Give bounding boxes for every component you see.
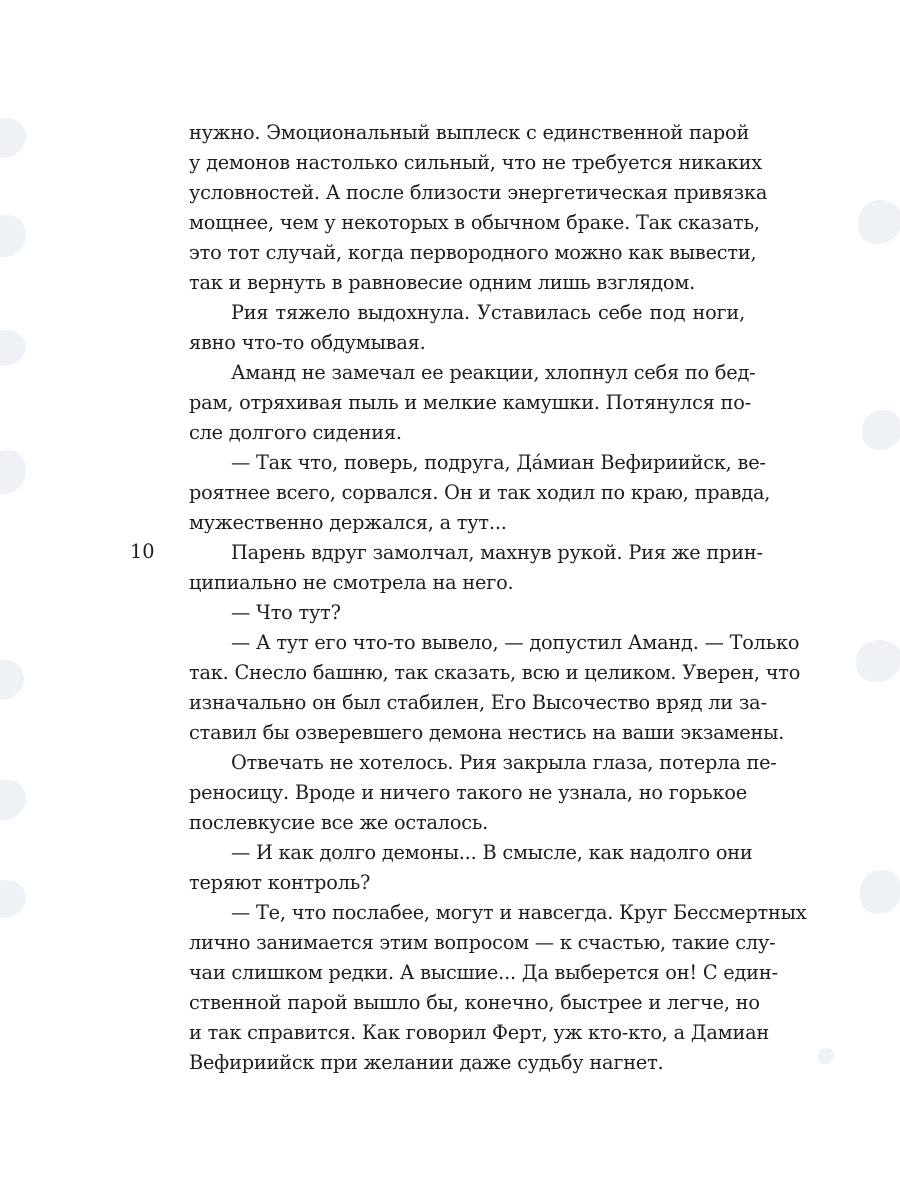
text-line: нужно. Эмоциональный выплеск с единственной парой [189, 121, 750, 144]
text-line: ципиально не смотрела на него. [189, 571, 514, 594]
text-line: теряют контроль? [189, 871, 371, 894]
text-line: сле долгого сидения. [189, 421, 402, 444]
text-line: Рия тяжело выдохнула. Уставилась себе под ноги, [231, 301, 745, 324]
decorative-blob [858, 200, 900, 244]
text-line: ственной парой вышло бы, конечно, быстрее и легче, но [189, 991, 760, 1014]
text-line: — Что тут? [231, 601, 341, 624]
page-number: 10 [130, 540, 155, 563]
text-line: мощнее, чем у некоторых в обычном браке. Так сказать, [189, 211, 760, 234]
text-line: послевкусие все же осталось. [189, 811, 489, 834]
decorative-blob [862, 410, 900, 450]
text-line: реносицу. Вроде и ничего такого не узнала, но горькое [189, 781, 747, 804]
text-line: рам, отряхивая пыль и мелкие камушки. Потянулся по- [189, 391, 751, 414]
text-line: Парень вдруг замолчал, махнув рукой. Рия же прин- [231, 541, 763, 564]
decorative-blob [856, 640, 900, 682]
text-line: условностей. А после близости энергетическая привязка [189, 181, 768, 204]
text-line: это тот случай, когда первородного можно как вывести, [189, 241, 757, 264]
decorative-blob [0, 780, 26, 820]
decorative-blob [0, 330, 26, 366]
text-line: у демонов настолько сильный, что не требуется никаких [189, 151, 762, 174]
decorative-blob [0, 660, 24, 700]
text-line: так и вернуть в равновесие одним лишь взглядом. [189, 271, 696, 294]
text-line: мужественно держался, а тут... [189, 511, 507, 534]
text-line: изначально он был стабилен, Его Высочество вряд ли за- [189, 691, 767, 714]
decorative-blob [0, 880, 26, 918]
decorative-blob [860, 870, 900, 914]
text-line: — Те, что послабее, могут и навсегда. Круг Бессмертных [231, 901, 807, 924]
text-line: чаи слишком редки. А высшие... Да выберется он! С един- [189, 961, 778, 984]
text-line: — А тут его что-то вывело, — допустил Аманд. — Только [231, 631, 800, 654]
text-line: явно что-то обдумывая. [189, 331, 426, 354]
decorative-blob [0, 215, 26, 257]
decorative-blob [0, 450, 26, 494]
text-line: Отвечать не хотелось. Рия закрыла глаза, потерла пе- [231, 751, 777, 774]
text-line: ставил бы озверевшего демона нестись на ваши экзамены. [189, 721, 785, 744]
text-line: роятнее всего, сорвался. Он и так ходил по краю, правда, [189, 481, 771, 504]
body-text [189, 118, 807, 1078]
text-line: Аманд не замечал ее реакции, хлопнул себя по бед- [231, 361, 756, 384]
decorative-blob [0, 118, 26, 158]
text-line: лично занимается этим вопросом — к счастью, такие слу- [189, 931, 776, 954]
text-line: — Так что, поверь, подруга, Да́миан Вефириийск, ве- [231, 451, 766, 474]
text-line: так. Снесло башню, так сказать, всю и целиком. Уверен, что [189, 661, 801, 684]
text-line: Вефириийск при желании даже судьбу нагнет. [189, 1051, 664, 1074]
text-line: и так справится. Как говорил Ферт, уж кто-кто, а Дамиан [189, 1021, 770, 1044]
decorative-blob [818, 1048, 834, 1064]
text-line: — И как долго демоны... В смысле, как надолго они [231, 841, 753, 864]
